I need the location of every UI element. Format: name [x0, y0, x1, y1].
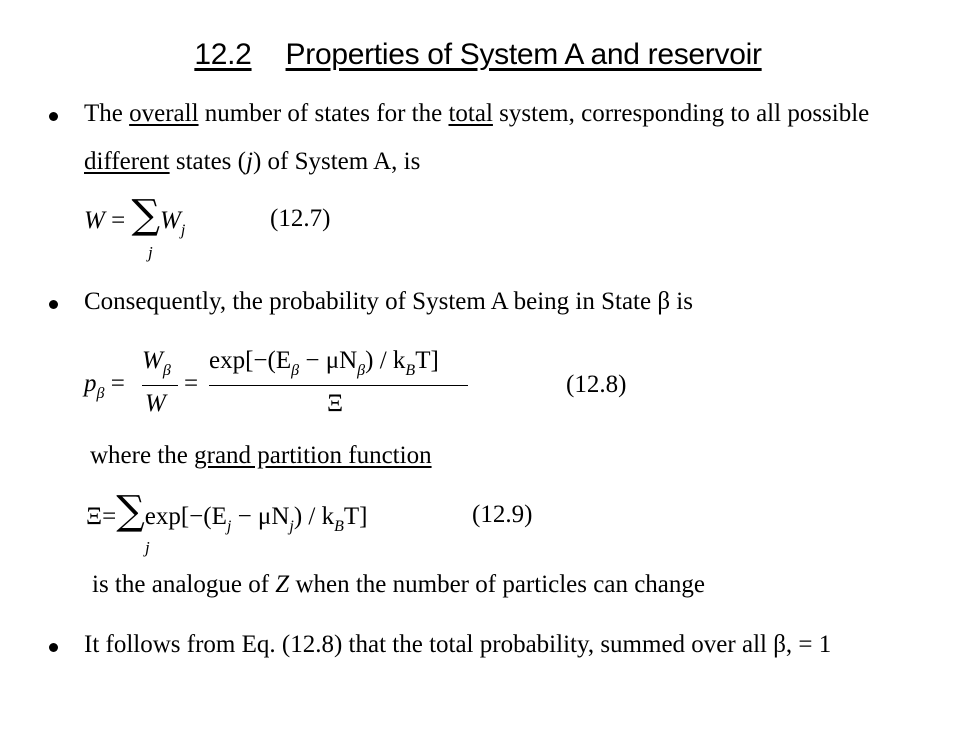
sigma-symbol: ∑	[131, 192, 160, 238]
analogue-line: is the analogue of Z when the number of particles can change	[92, 571, 705, 598]
bullet3-text: It follows from Eq. (12.8) that the total probability, summed over all β, = 1	[84, 631, 832, 658]
section-title: Properties of System A and reservoir	[285, 38, 762, 71]
bullet2-text: Consequently, the probability of System A being in State β is	[84, 288, 693, 315]
where-line: where the grand partition function	[90, 442, 432, 469]
frac1-denominator: W	[145, 390, 166, 417]
frac2-denominator: Ξ	[327, 390, 344, 417]
section-number: 12.2	[194, 38, 252, 71]
equation-number: (12.8)	[566, 371, 627, 398]
equation-12-7: $W = \sum W_j$	[84, 192, 186, 239]
bullet1-line2: different states (j) of System A, is	[84, 148, 421, 175]
frac2-numerator: $\exp[-(E_\beta - \mu N_\beta) / k_BT]$	[209, 347, 439, 379]
bullet-dot	[49, 643, 58, 652]
bullet-dot	[49, 300, 58, 309]
bullet-dot	[49, 112, 58, 121]
frac1-numerator: $W_\beta$	[142, 347, 171, 379]
fraction-bar	[142, 385, 178, 386]
p-beta: $p_\beta$ =	[84, 370, 125, 402]
grand-partition-function: grand partition function	[194, 442, 432, 469]
page-title	[0, 38, 956, 72]
equation-12-9: $\Xi=\sum\exp[-(E_j - \mu N_j) / k_BT]$	[86, 488, 368, 535]
sum-index: j	[148, 243, 153, 262]
fraction-bar	[209, 385, 468, 386]
sum-index: j	[145, 538, 150, 557]
equation-number: (12.9)	[472, 501, 533, 528]
sigma-symbol: ∑	[116, 488, 145, 534]
bullet1-line1: The overall number of states for the total system, corresponding to all possible	[84, 100, 870, 127]
different-word: different	[84, 148, 170, 175]
overall-word: overall	[129, 100, 199, 127]
equals-sign: =	[184, 370, 199, 397]
equation-number: (12.7)	[270, 205, 331, 232]
total-word: total	[448, 100, 493, 127]
